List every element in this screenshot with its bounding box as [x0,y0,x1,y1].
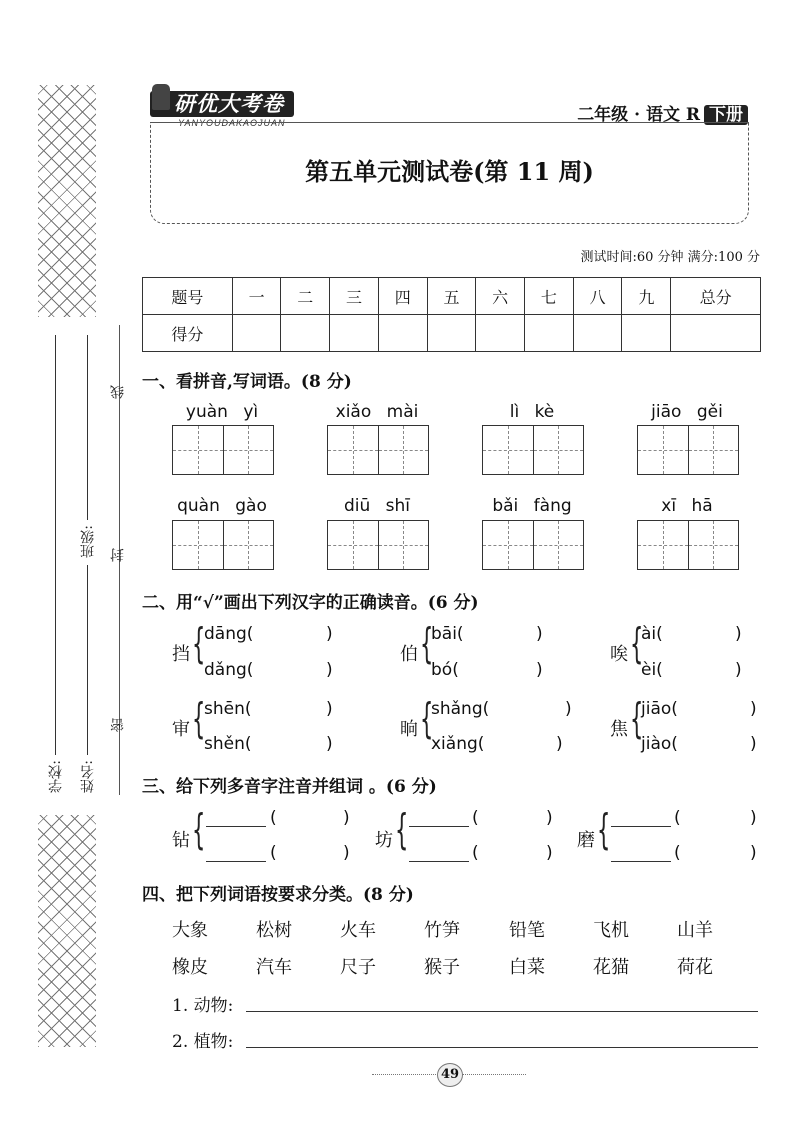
pinyin-blank[interactable] [409,861,469,862]
char: 伯 [400,644,418,665]
section3-heading: 三、给下列多音字注音并组词 。(6 分) [142,777,437,797]
section1-heading: 一、看拼音,写词语。(8 分) [142,372,352,392]
score-cell[interactable] [378,315,427,352]
name-line [87,565,88,755]
question-plants: 2. 植物: [172,1032,234,1052]
pinyin-label: diū shī [343,496,411,516]
word-item: 铅笔 [509,920,545,941]
writing-grid[interactable] [172,520,274,570]
close-paren: ) [343,808,350,828]
name-label: 姓名: [80,760,96,793]
char: 晌 [400,719,418,740]
test-meta: 测试时间:60 分钟 满分:100 分 [580,250,760,265]
writing-grid[interactable] [637,520,739,570]
open-paren: ( [472,808,479,828]
pinyin-blank[interactable] [206,826,266,827]
word-item: 橡皮 [172,957,208,978]
fist-icon [152,84,170,110]
word-item: 竹笋 [424,920,460,941]
reading-option: dǎng( [204,660,254,680]
char: 钻 [172,830,190,851]
writing-grid[interactable] [172,425,274,475]
brace-icon: { [630,619,644,668]
close-paren: ) [750,808,757,828]
writing-grid[interactable] [482,520,584,570]
score-header-cell: 总分 [671,278,761,315]
word-item: 尺子 [340,957,376,978]
score-header-cell: 二 [281,278,330,315]
open-paren: ( [472,843,479,863]
score-cell[interactable] [232,315,281,352]
page-number: 49 [437,1063,463,1087]
footer-dots-left [372,1074,436,1075]
score-header-cell: 七 [525,278,574,315]
score-cell[interactable] [476,315,525,352]
word-item: 猴子 [424,957,460,978]
close-paren: ) [546,843,553,863]
brace-icon: { [192,619,206,668]
brace-icon: { [630,694,644,743]
brace-icon: { [420,619,434,668]
pinyin-label: lì kè [509,402,555,422]
pinyin-blank[interactable] [611,861,671,862]
logo-text: 研优大考卷 [150,91,294,117]
pinyin-label: jiāo gěi [651,402,723,422]
school-label: 学校: [48,760,64,793]
question-animals: 1. 动物: [172,996,234,1016]
close-paren[interactable]: ) [735,660,742,680]
score-header-row [143,278,761,315]
word-item: 汽车 [256,957,292,978]
logo-subtext: YANYOUDAKAOJUAN [178,118,286,128]
char: 审 [172,719,190,740]
writing-grid[interactable] [327,425,429,475]
reading-option: ài( [641,624,663,644]
score-cell[interactable] [671,315,761,352]
char: 磨 [577,830,595,851]
close-paren[interactable]: ) [565,699,572,719]
close-paren[interactable]: ) [536,624,543,644]
reading-option: shēn( [204,699,252,719]
score-cell[interactable] [573,315,622,352]
side-pattern-bottom [38,815,96,1047]
brace-icon: { [597,805,611,854]
writing-grid[interactable] [327,520,429,570]
reading-option: xiǎng( [431,734,485,754]
reading-option: dāng( [204,624,254,644]
close-paren[interactable]: ) [326,734,333,754]
score-header-cell: 八 [573,278,622,315]
open-paren: ( [674,843,681,863]
pinyin-blank[interactable] [206,861,266,862]
word-item: 荷花 [677,957,713,978]
close-paren: ) [343,843,350,863]
close-paren[interactable]: ) [326,699,333,719]
score-header-cell: 五 [427,278,476,315]
open-paren: ( [674,808,681,828]
score-header-cell: 一 [232,278,281,315]
writing-grid[interactable] [637,425,739,475]
pinyin-blank[interactable] [409,826,469,827]
close-paren[interactable]: ) [750,734,757,754]
score-table [142,277,761,352]
score-header-cell: 九 [622,278,671,315]
section4-heading: 四、把下列词语按要求分类。(8 分) [142,885,414,905]
char: 焦 [610,719,628,740]
score-cell[interactable] [427,315,476,352]
reading-option: shěn( [204,734,252,754]
word-item: 飞机 [593,920,629,941]
close-paren[interactable]: ) [326,660,333,680]
class-line [87,335,88,520]
char: 唉 [610,644,628,665]
char: 挡 [172,644,190,665]
close-paren[interactable]: ) [536,660,543,680]
volume-badge: 下册 [704,105,748,125]
close-paren[interactable]: ) [750,699,757,719]
answer-line-animals[interactable] [246,1011,758,1012]
score-header-cell: 三 [330,278,379,315]
side-pattern-top [38,85,96,317]
open-paren: ( [270,843,277,863]
section2-heading: 二、用“√”画出下列汉字的正确读音。(6 分) [142,593,479,613]
close-paren[interactable]: ) [556,734,563,754]
close-paren[interactable]: ) [735,624,742,644]
pinyin-label: yuàn yì [185,402,259,422]
writing-grid[interactable] [482,425,584,475]
close-paren[interactable]: ) [326,624,333,644]
reading-option: bāi( [431,624,464,644]
open-paren: ( [270,808,277,828]
footer-dots-right [462,1074,526,1075]
brace-icon: { [192,694,206,743]
word-item: 白菜 [509,957,545,978]
word-item: 松树 [256,920,292,941]
class-label: 班级: [80,525,96,558]
score-label-cell: 得分 [143,315,233,352]
seal-mi: 密 [110,718,126,732]
pinyin-label: xī hā [661,496,713,516]
word-item: 大象 [172,920,208,941]
score-value-row [143,315,761,352]
reading-option: bó( [431,660,459,680]
answer-line-plants[interactable] [246,1047,758,1048]
grade-text: 二年级 · 语文 R [577,105,700,125]
score-header-cell: 题号 [143,278,233,315]
reading-option: shǎng( [431,699,490,719]
char: 坊 [375,830,393,851]
close-paren: ) [750,843,757,863]
score-header-cell: 六 [476,278,525,315]
score-cell[interactable] [622,315,671,352]
word-item: 火车 [340,920,376,941]
score-cell[interactable] [525,315,574,352]
pinyin-label: bǎi fàng [492,496,572,516]
pinyin-label: xiǎo mài [335,402,419,422]
brace-icon: { [420,694,434,743]
page-title: 第五单元测试卷(第 11 周) [305,157,594,186]
word-item: 花猫 [593,957,629,978]
seal-xian: 线 [110,385,126,399]
score-header-cell: 四 [378,278,427,315]
reading-option: jiào( [641,734,678,754]
reading-option: èi( [641,660,663,680]
school-line [55,335,56,755]
close-paren: ) [546,808,553,828]
seal-feng: 封 [110,548,126,562]
pinyin-blank[interactable] [611,826,671,827]
word-item: 山羊 [677,920,713,941]
brace-icon: { [192,805,206,854]
pinyin-label: quàn gào [177,496,267,516]
score-cell[interactable] [330,315,379,352]
score-cell[interactable] [281,315,330,352]
reading-option: jiāo( [641,699,678,719]
brace-icon: { [395,805,409,854]
